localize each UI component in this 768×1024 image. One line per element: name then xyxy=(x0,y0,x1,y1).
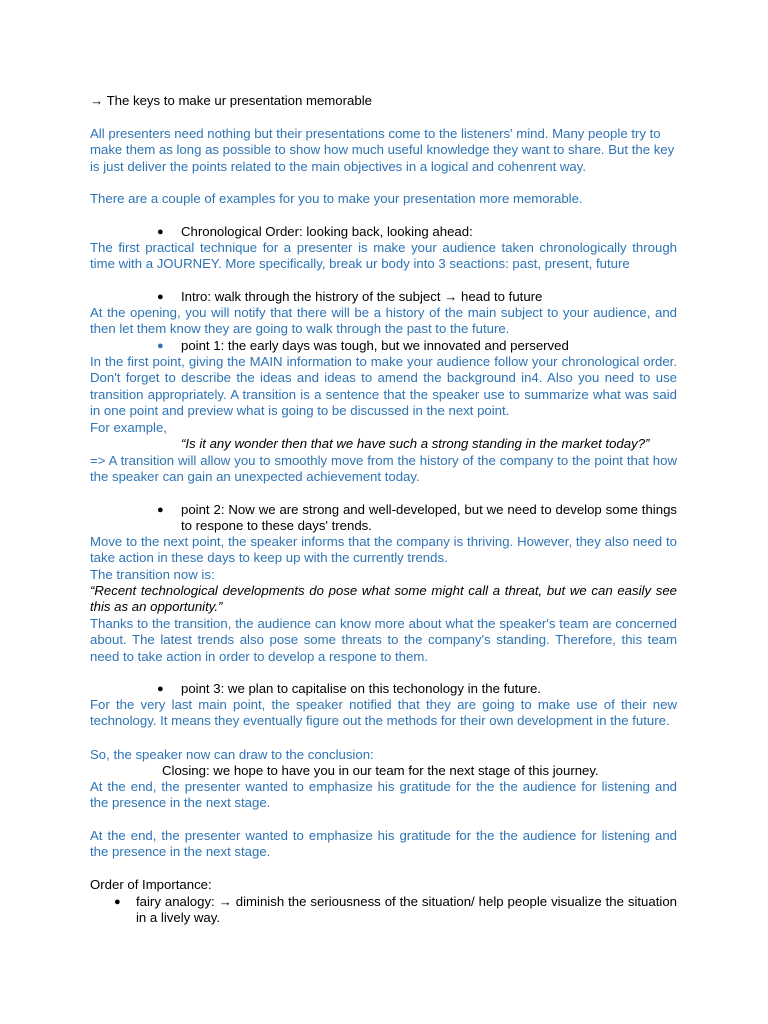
bullet-dot: ● xyxy=(114,896,121,908)
closing-note-1: At the end, the presenter wanted to emphasize his gratitude for the the audience for listening and the presence in the next stage. xyxy=(90,779,677,811)
conclusion-label: So, the speaker now can draw to the conclusion: xyxy=(90,747,374,762)
closing-note-2: At the end, the presenter wanted to emphasize his gratitude for the the audience for listening and the presence in the next stage. xyxy=(90,828,677,860)
bullet-point-3: ● point 3: we plan to capitalise on this techonology in the future. xyxy=(157,681,541,696)
bullet-dot: ● xyxy=(157,683,164,695)
bullet-dot: ● xyxy=(157,504,164,516)
point-2-note: Thanks to the transition, the audience can know more about what the speaker's team are concerned about. The latest trends also pose some threats to the company's standing. Therefore, this team need to take action in order to develop a respone to them. xyxy=(90,616,677,664)
transition-label: The transition now is: xyxy=(90,567,215,582)
intro-point-text: At the opening, you will notify that there will be a history of the main subject to your audience, and then let them know they are going to walk through the past to the future. xyxy=(90,305,677,337)
importance-heading: Order of Importance: xyxy=(90,877,212,892)
point-1-text: In the first point, giving the MAIN information to make your audience follow your chronological order. Don't forget to describe the ideas and ideas to amend the background in4. Also you need to use transition appropriately. A transition is a sentence that the speaker use to summarize what was said in one point and preview what is going to be discussed in the next point. xyxy=(90,354,677,418)
bullet-dot: ● xyxy=(157,226,164,238)
bullet-intro: ● Intro: walk through the histrory of the subject → head to future xyxy=(157,289,543,304)
bullet-chronological: ● Chronological Order: looking back, looking ahead: xyxy=(157,224,473,239)
point-2-quote: “Recent technological developments do pose what some might call a threat, but we can easily see this as an opportunity.” xyxy=(90,583,677,615)
bullet-fairy-analogy: ● fairy analogy: → diminish the seriousness of the situation/ help people visualize the situation in a lively way. xyxy=(114,894,677,926)
page-heading: → The keys to make ur presentation memorable xyxy=(90,93,372,108)
point-2-text: Move to the next point, the speaker informs that the company is thriving. However, they also need to take action in these days to keep up with the currently trends. xyxy=(90,534,677,566)
bullet-dot: ● xyxy=(157,291,164,303)
point-1-quote: “Is it any wonder then that we have such a strong standing in the market today?” xyxy=(181,436,650,451)
bullet-point-2: ● point 2: Now we are strong and well-developed, but we need to develop some things to respone to these days' trends. xyxy=(157,502,677,534)
bullet-point-1: ● point 1: the early days was tough, but we innovated and perserved xyxy=(157,338,569,353)
closing-text: Closing: we hope to have you in our team for the next stage of this journey. xyxy=(162,763,599,778)
for-example-label: For example, xyxy=(90,420,167,435)
bullet-dot: ● xyxy=(157,340,164,352)
point-1-note: => A transition will allow you to smoothly move from the history of the company to the point that how the speaker can gain an unexpected achievement today. xyxy=(90,453,677,485)
point-3-text: For the very last main point, the speaker notified that they are going to make use of their new technology. It means they eventually figure out the methods for their own development in the future. xyxy=(90,697,677,729)
examples-intro: There are a couple of examples for you to make your presentation more memorable. xyxy=(90,191,583,206)
chronological-text: The first practical technique for a presenter is make your audience taken chronologically through time with a JOURNEY. More specifically, break ur body into 3 seactions: past, present, future xyxy=(90,240,677,272)
intro-paragraph: All presenters need nothing but their presentations come to the listeners' mind. Many people try to make them as long as possible to show how much useful knowledge they want to share. But the key is just deliver the points related to the main objectives in a logical and cohenrent way. xyxy=(90,126,675,174)
